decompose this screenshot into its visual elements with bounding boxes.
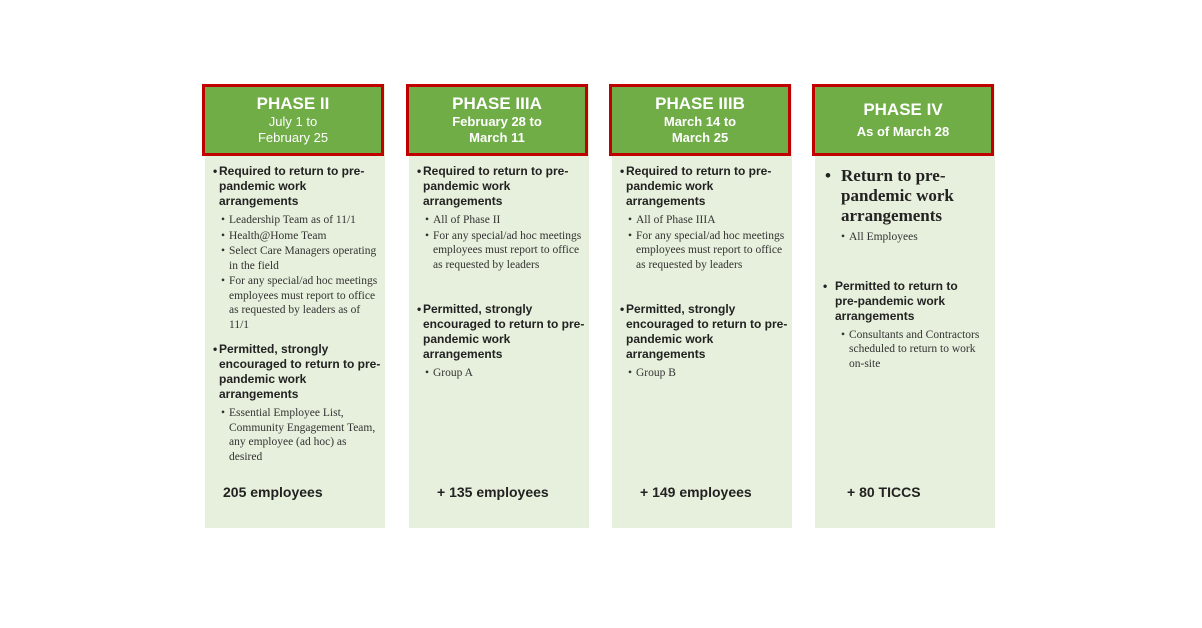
phase-title: PHASE IIIA bbox=[452, 94, 542, 113]
permitted-section-heading: • Permitted to return to pre-pandemic work arrangements bbox=[823, 279, 981, 324]
list-item: • All of Phase IIIA bbox=[628, 213, 788, 228]
list-item: • For any special/ad hoc meetings employees must report to office as requested by leaders bbox=[425, 229, 585, 273]
phase-date-line-1: July 1 to bbox=[268, 114, 318, 129]
required-section-heading: • Required to return to pre-pandemic work arrangements bbox=[213, 164, 381, 209]
phase-header bbox=[812, 84, 994, 156]
permitted-section-heading: • Permitted, strongly encouraged to return to pre-pandemic work arrangements bbox=[213, 342, 381, 402]
permitted-list bbox=[620, 366, 788, 381]
phase-date-line-1: February 28 to bbox=[452, 114, 542, 129]
phase-date-line-2: February 25 bbox=[257, 130, 329, 145]
required-list bbox=[417, 213, 585, 272]
list-item: • All of Phase II bbox=[425, 213, 585, 228]
phase-header bbox=[202, 84, 384, 156]
phase-header bbox=[609, 84, 791, 156]
permitted-list bbox=[213, 406, 381, 464]
list-item: • Group B bbox=[628, 366, 788, 381]
employee-count: + 135 employees bbox=[437, 484, 549, 500]
phase-column-4 bbox=[815, 84, 995, 528]
list-item: • For any special/ad hoc meetings employees must report to office as requested by leaders bbox=[628, 229, 788, 273]
permitted-list bbox=[823, 328, 981, 372]
list-item: • For any special/ad hoc meetings employees must report to office as requested by leaders as of 11/1 bbox=[221, 274, 381, 332]
phase-column-1 bbox=[205, 84, 385, 528]
list-item: • All Employees bbox=[841, 230, 981, 245]
list-item: • Essential Employee List, Community Engagement Team, any employee (ad hoc) as desired bbox=[221, 406, 381, 464]
phase-column-3 bbox=[612, 84, 792, 528]
required-list bbox=[620, 213, 788, 272]
employee-count: + 149 employees bbox=[640, 484, 752, 500]
required-section-heading: • Required to return to pre-pandemic work arrangements bbox=[417, 164, 585, 209]
list-item: • Leadership Team as of 11/1 bbox=[221, 213, 381, 228]
phase-title: PHASE IV bbox=[863, 100, 943, 119]
permitted-list bbox=[417, 366, 585, 381]
permitted-section-heading: • Permitted, strongly encouraged to return to pre-pandemic work arrangements bbox=[417, 302, 585, 362]
phase-column-2 bbox=[409, 84, 589, 528]
phase-date-line-2: March 25 bbox=[671, 130, 729, 145]
phase-date-line-2: March 11 bbox=[469, 130, 525, 145]
phase-title: PHASE II bbox=[256, 94, 330, 113]
phase-date-line-1: As of March 28 bbox=[856, 124, 950, 139]
employee-count: 205 employees bbox=[223, 484, 323, 500]
phase-date-line-1: March 14 to bbox=[663, 114, 737, 129]
return-section-heading: • Return to pre-pandemic work arrangements bbox=[823, 166, 981, 226]
permitted-section-heading: • Permitted, strongly encouraged to return to pre-pandemic work arrangements bbox=[620, 302, 788, 362]
list-item: • Consultants and Contractors scheduled to return to work on-site bbox=[841, 328, 981, 372]
list-item: • Health@Home Team bbox=[221, 229, 381, 244]
required-list bbox=[213, 213, 381, 332]
phase-header bbox=[406, 84, 588, 156]
return-list bbox=[823, 230, 981, 245]
required-section-heading: • Required to return to pre-pandemic work arrangements bbox=[620, 164, 788, 209]
employee-count: + 80 TICCS bbox=[847, 484, 921, 500]
list-item: • Select Care Managers operating in the field bbox=[221, 244, 381, 273]
list-item: • Group A bbox=[425, 366, 585, 381]
phase-title: PHASE IIIB bbox=[655, 94, 745, 113]
